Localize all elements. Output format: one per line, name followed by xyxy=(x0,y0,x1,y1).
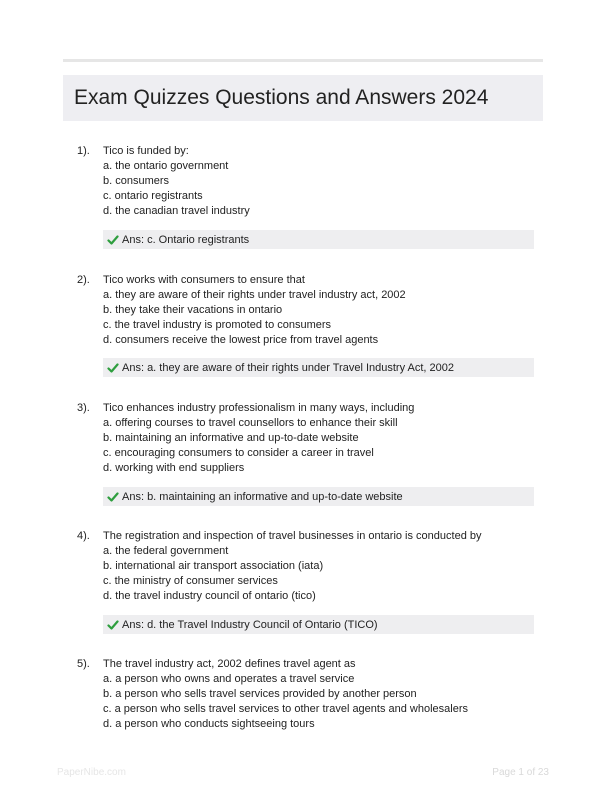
option-b: b. a person who sells travel services provided by another person xyxy=(103,688,417,700)
page-title: Exam Quizzes Questions and Answers 2024 xyxy=(74,86,489,109)
option-b: b. international air transport association (iata) xyxy=(103,560,324,572)
answer-text: Ans: a. they are aware of their rights under Travel Industry Act, 2002 xyxy=(122,361,455,374)
question-number: 1). xyxy=(77,145,90,157)
question-number: 2). xyxy=(77,274,90,286)
title-banner xyxy=(63,75,543,121)
answer-box xyxy=(103,615,534,634)
check-icon xyxy=(107,619,119,631)
option-d: d. consumers receive the lowest price from travel agents xyxy=(103,334,379,346)
option-c: c. a person who sells travel services to other travel agents and wholesalers xyxy=(103,703,469,715)
option-d: d. working with end suppliers xyxy=(103,462,245,474)
option-c: c. the travel industry is promoted to consumers xyxy=(103,319,332,331)
question-body xyxy=(103,401,543,476)
question-text: Tico enhances industry professionalism in many ways, including xyxy=(103,402,415,414)
question-body xyxy=(103,273,543,348)
page-number: Page 1 of 23 xyxy=(492,767,549,778)
option-d: d. the travel industry council of ontario (tico) xyxy=(103,590,316,602)
option-b: b. they take their vacations in ontario xyxy=(103,304,283,316)
option-b: b. maintaining an informative and up-to-date website xyxy=(103,432,359,444)
answer-text: Ans: c. Ontario registrants xyxy=(122,233,250,246)
question-body xyxy=(103,144,543,219)
answer-text: Ans: b. maintaining an informative and up-to-date website xyxy=(122,490,403,503)
question-number: 4). xyxy=(77,530,90,542)
option-a: a. offering courses to travel counsellors to enhance their skill xyxy=(103,417,398,429)
question-text: The travel industry act, 2002 defines travel agent as xyxy=(103,658,356,670)
option-a: a. they are aware of their rights under travel industry act, 2002 xyxy=(103,289,406,301)
option-d: d. the canadian travel industry xyxy=(103,205,250,217)
question-text: Tico works with consumers to ensure that xyxy=(103,274,305,286)
top-divider xyxy=(63,59,543,62)
footer-watermark: PaperNibe.com xyxy=(57,767,126,778)
check-icon xyxy=(107,234,119,246)
option-a: a. the federal government xyxy=(103,545,229,557)
option-c: c. the ministry of consumer services xyxy=(103,575,278,587)
question-number: 3). xyxy=(77,402,90,414)
question-text: Tico is funded by: xyxy=(103,145,189,157)
answer-box xyxy=(103,487,534,506)
answer-box xyxy=(103,230,534,249)
answer-box xyxy=(103,358,534,377)
check-icon xyxy=(107,491,119,503)
option-b: b. consumers xyxy=(103,175,170,187)
question-text: The registration and inspection of travel businesses in ontario is conducted by xyxy=(103,530,482,542)
question-body xyxy=(103,657,543,732)
option-a: a. the ontario government xyxy=(103,160,229,172)
option-d: d. a person who conducts sightseeing tours xyxy=(103,718,315,730)
check-icon xyxy=(107,362,119,374)
question-number: 5). xyxy=(77,658,90,670)
question-body xyxy=(103,529,543,604)
answer-text: Ans: d. the Travel Industry Council of Ontario (TICO) xyxy=(122,618,378,631)
option-a: a. a person who owns and operates a travel service xyxy=(103,673,355,685)
option-c: c. encouraging consumers to consider a career in travel xyxy=(103,447,374,459)
option-c: c. ontario registrants xyxy=(103,190,203,202)
